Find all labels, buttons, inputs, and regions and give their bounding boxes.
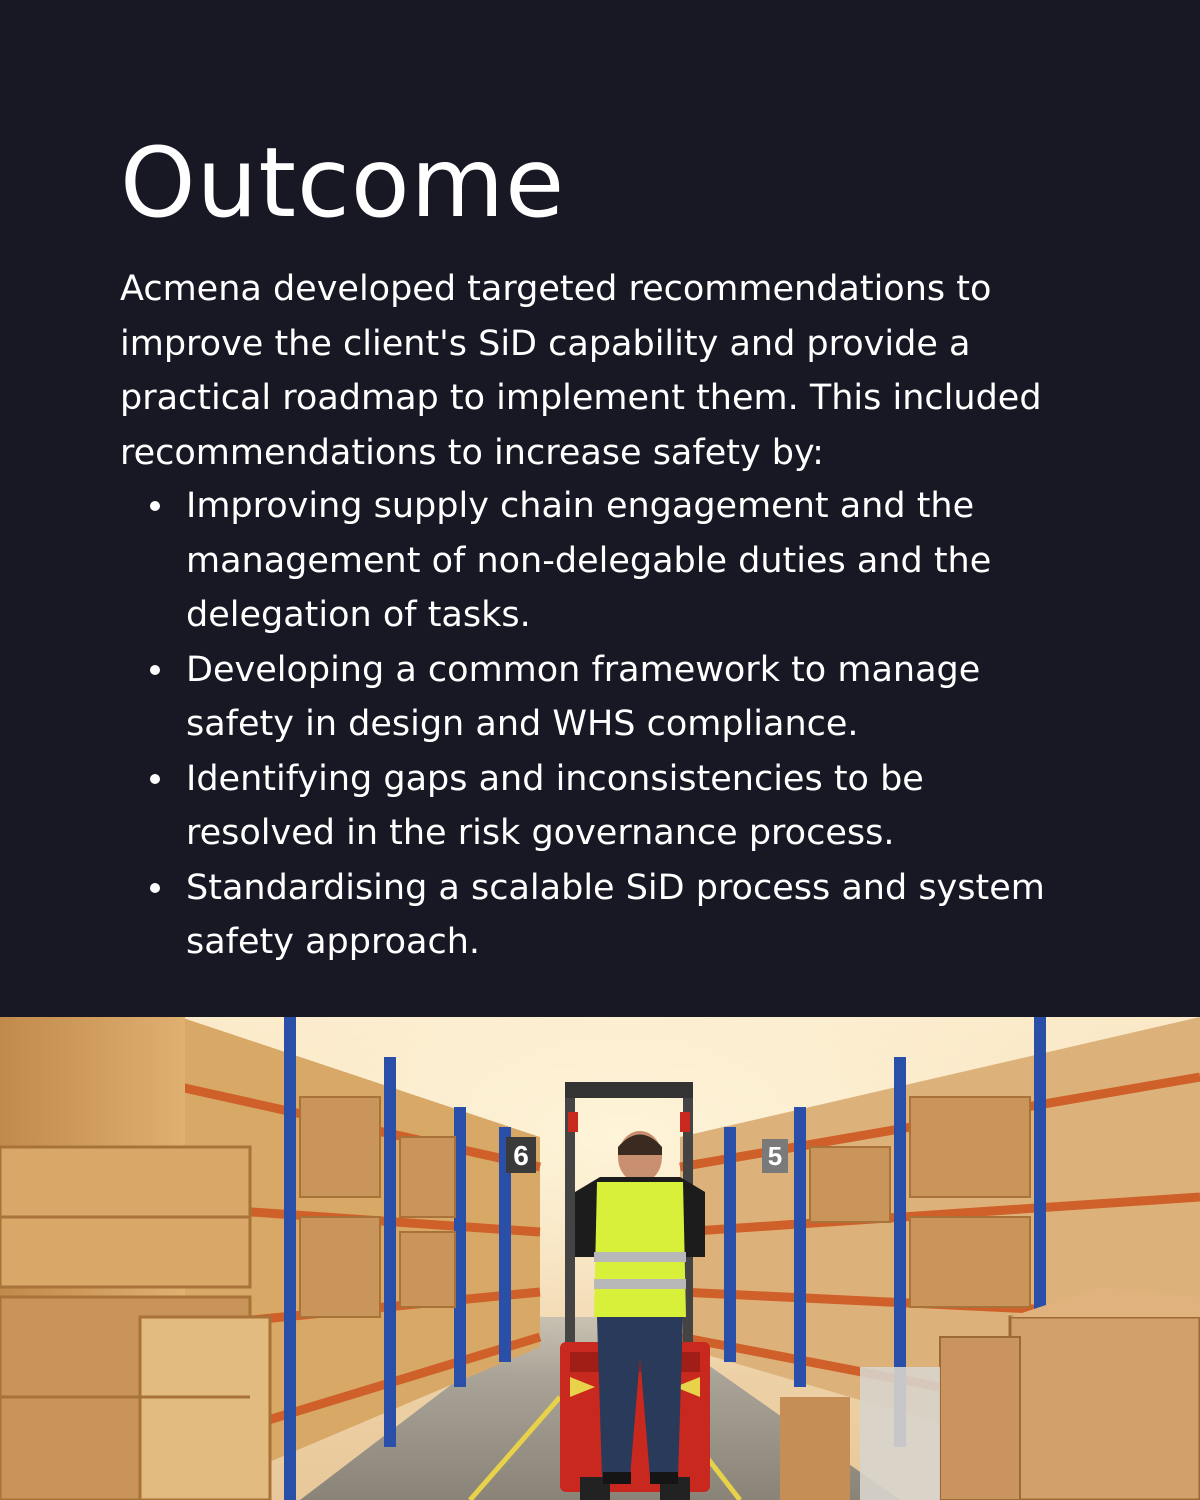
recommendation-list (120, 479, 1080, 970)
page-title: Outcome (120, 127, 566, 239)
intro-paragraph: Acmena developed targeted recommendations to improve the client's SiD capability and provide a practical roadmap to implement them. This included recommendations to increase safety by: (120, 269, 1042, 473)
list-item-text: Identifying gaps and inconsistencies to be resolved in the risk governance process. (186, 758, 924, 853)
svg-text:5: 5 (767, 1141, 783, 1171)
list-item (120, 643, 1080, 752)
bullet-icon (150, 774, 160, 784)
list-item-text: Improving supply chain engagement and the management of non-delegable duties and the delegation of tasks. (186, 486, 992, 635)
aisle-sign-right (762, 1139, 788, 1173)
svg-text:6: 6 (513, 1140, 529, 1171)
bullet-icon (150, 501, 160, 511)
bullet-icon (150, 665, 160, 675)
aisle-sign-left (506, 1137, 536, 1173)
warehouse-photo (0, 1017, 1200, 1500)
list-item (120, 752, 1080, 861)
bullet-icon (150, 883, 160, 893)
list-item-text: Developing a common framework to manage safety in design and WHS compliance. (186, 649, 981, 744)
list-item-text: Standardising a scalable SiD process and system safety approach. (186, 867, 1045, 962)
list-item (120, 861, 1080, 970)
list-item (120, 479, 1080, 643)
